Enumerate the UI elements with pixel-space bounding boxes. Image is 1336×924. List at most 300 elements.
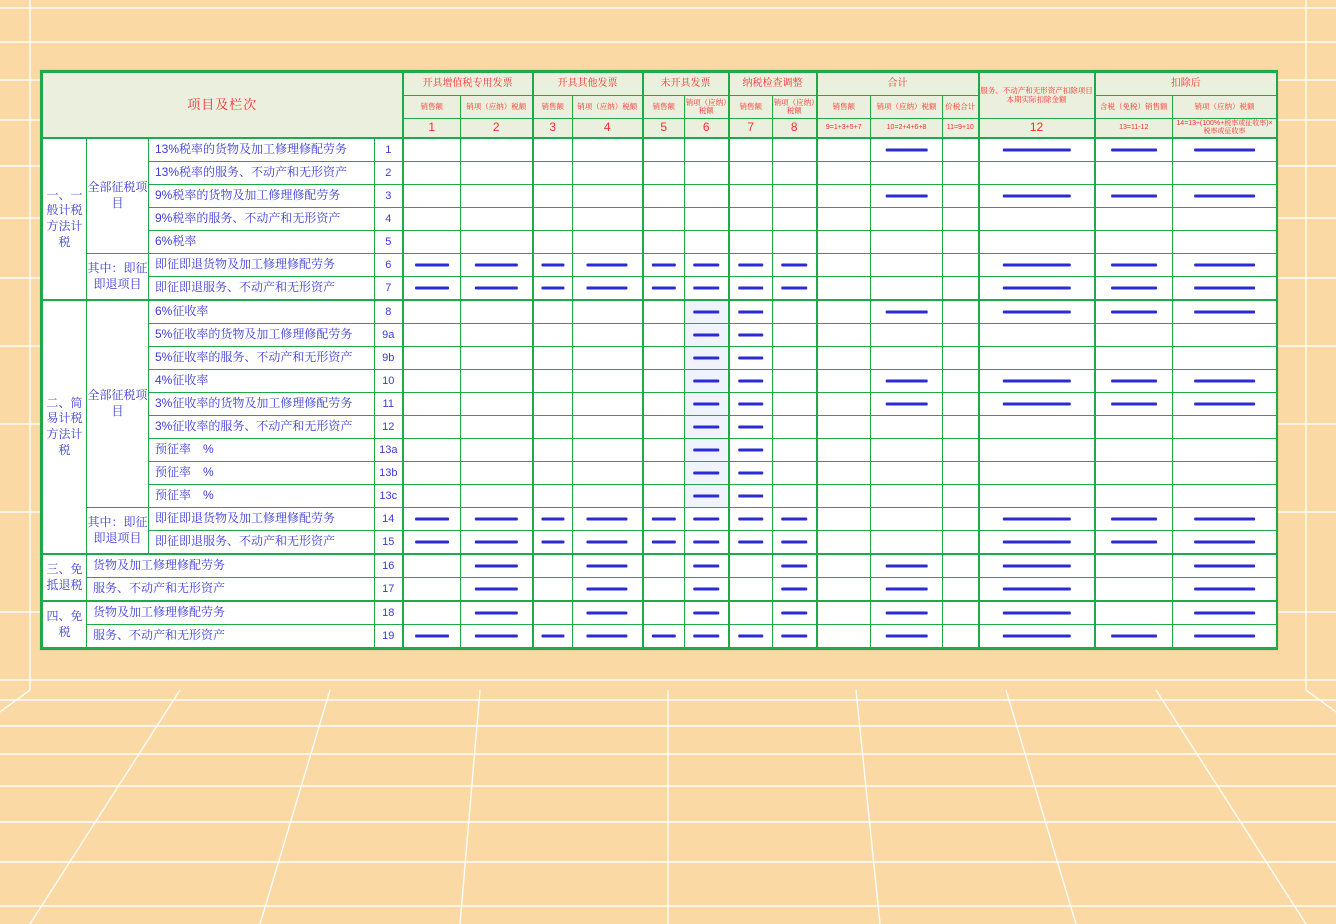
data-cell[interactable] (533, 508, 573, 531)
data-cell[interactable] (729, 162, 773, 185)
data-cell[interactable] (1095, 508, 1173, 531)
data-cell[interactable] (1173, 462, 1277, 485)
data-cell[interactable] (979, 439, 1095, 462)
data-cell[interactable] (817, 531, 871, 555)
data-cell[interactable] (1173, 277, 1277, 301)
data-cell[interactable] (573, 531, 643, 555)
data-cell[interactable] (533, 324, 573, 347)
data-cell[interactable] (403, 393, 461, 416)
data-cell[interactable] (871, 300, 943, 324)
data-cell[interactable] (871, 208, 943, 231)
data-cell[interactable] (871, 578, 943, 602)
data-cell[interactable] (573, 300, 643, 324)
data-cell[interactable] (533, 277, 573, 301)
data-cell[interactable] (685, 416, 729, 439)
data-cell[interactable] (729, 254, 773, 277)
data-cell[interactable] (773, 508, 817, 531)
data-cell[interactable] (871, 162, 943, 185)
data-cell[interactable] (1095, 277, 1173, 301)
data-cell[interactable] (643, 531, 685, 555)
data-cell[interactable] (729, 578, 773, 602)
data-cell[interactable] (1095, 601, 1173, 625)
data-cell[interactable] (461, 554, 533, 578)
data-cell[interactable] (1095, 138, 1173, 162)
data-cell[interactable] (943, 508, 979, 531)
data-cell[interactable] (573, 485, 643, 508)
data-cell[interactable] (403, 277, 461, 301)
data-cell[interactable] (685, 162, 729, 185)
data-cell[interactable] (643, 162, 685, 185)
data-cell[interactable] (403, 485, 461, 508)
data-cell[interactable] (643, 347, 685, 370)
data-cell[interactable] (817, 300, 871, 324)
data-cell[interactable] (1095, 324, 1173, 347)
data-cell[interactable] (773, 439, 817, 462)
data-cell[interactable] (943, 462, 979, 485)
data-cell[interactable] (943, 601, 979, 625)
data-cell[interactable] (643, 254, 685, 277)
data-cell[interactable] (871, 347, 943, 370)
data-cell[interactable] (533, 439, 573, 462)
data-cell[interactable] (1095, 370, 1173, 393)
data-cell[interactable] (643, 508, 685, 531)
data-cell[interactable] (403, 185, 461, 208)
data-cell[interactable] (871, 393, 943, 416)
data-cell[interactable] (979, 347, 1095, 370)
data-cell[interactable] (461, 393, 533, 416)
data-cell[interactable] (1095, 439, 1173, 462)
data-cell[interactable] (573, 416, 643, 439)
data-cell[interactable] (461, 254, 533, 277)
data-cell[interactable] (461, 300, 533, 324)
data-cell[interactable] (685, 439, 729, 462)
data-cell[interactable] (979, 300, 1095, 324)
data-cell[interactable] (773, 300, 817, 324)
data-cell[interactable] (817, 578, 871, 602)
data-cell[interactable] (1095, 185, 1173, 208)
data-cell[interactable] (685, 208, 729, 231)
data-cell[interactable] (533, 231, 573, 254)
data-cell[interactable] (643, 554, 685, 578)
data-cell[interactable] (729, 208, 773, 231)
data-cell[interactable] (1095, 254, 1173, 277)
data-cell[interactable] (979, 485, 1095, 508)
data-cell[interactable] (943, 138, 979, 162)
data-cell[interactable] (1173, 578, 1277, 602)
data-cell[interactable] (461, 324, 533, 347)
data-cell[interactable] (643, 393, 685, 416)
data-cell[interactable] (729, 462, 773, 485)
data-cell[interactable] (533, 485, 573, 508)
data-cell[interactable] (643, 439, 685, 462)
data-cell[interactable] (773, 208, 817, 231)
data-cell[interactable] (643, 138, 685, 162)
data-cell[interactable] (817, 277, 871, 301)
data-cell[interactable] (461, 231, 533, 254)
data-cell[interactable] (573, 578, 643, 602)
data-cell[interactable] (1173, 138, 1277, 162)
data-cell[interactable] (1095, 625, 1173, 648)
data-cell[interactable] (533, 416, 573, 439)
data-cell[interactable] (773, 231, 817, 254)
data-cell[interactable] (643, 416, 685, 439)
data-cell[interactable] (979, 162, 1095, 185)
data-cell[interactable] (1173, 324, 1277, 347)
data-cell[interactable] (403, 208, 461, 231)
data-cell[interactable] (871, 324, 943, 347)
data-cell[interactable] (729, 554, 773, 578)
data-cell[interactable] (403, 254, 461, 277)
data-cell[interactable] (943, 625, 979, 648)
data-cell[interactable] (979, 531, 1095, 555)
data-cell[interactable] (943, 208, 979, 231)
data-cell[interactable] (573, 625, 643, 648)
data-cell[interactable] (729, 485, 773, 508)
data-cell[interactable] (1173, 625, 1277, 648)
data-cell[interactable] (403, 370, 461, 393)
data-cell[interactable] (643, 231, 685, 254)
data-cell[interactable] (533, 185, 573, 208)
data-cell[interactable] (943, 485, 979, 508)
data-cell[interactable] (871, 185, 943, 208)
data-cell[interactable] (943, 347, 979, 370)
data-cell[interactable] (729, 370, 773, 393)
data-cell[interactable] (773, 185, 817, 208)
data-cell[interactable] (817, 185, 871, 208)
data-cell[interactable] (871, 508, 943, 531)
data-cell[interactable] (817, 625, 871, 648)
data-cell[interactable] (403, 347, 461, 370)
data-cell[interactable] (403, 138, 461, 162)
data-cell[interactable] (533, 138, 573, 162)
data-cell[interactable] (685, 578, 729, 602)
data-cell[interactable] (773, 462, 817, 485)
data-cell[interactable] (1173, 601, 1277, 625)
data-cell[interactable] (1095, 462, 1173, 485)
data-cell[interactable] (1173, 300, 1277, 324)
data-cell[interactable] (461, 578, 533, 602)
data-cell[interactable] (817, 347, 871, 370)
data-cell[interactable] (1173, 185, 1277, 208)
data-cell[interactable] (979, 254, 1095, 277)
data-cell[interactable] (729, 277, 773, 301)
data-cell[interactable] (943, 185, 979, 208)
data-cell[interactable] (461, 208, 533, 231)
data-cell[interactable] (573, 601, 643, 625)
data-cell[interactable] (403, 231, 461, 254)
data-cell[interactable] (685, 300, 729, 324)
data-cell[interactable] (533, 601, 573, 625)
data-cell[interactable] (871, 254, 943, 277)
data-cell[interactable] (403, 300, 461, 324)
data-cell[interactable] (729, 138, 773, 162)
data-cell[interactable] (729, 416, 773, 439)
data-cell[interactable] (461, 531, 533, 555)
data-cell[interactable] (773, 531, 817, 555)
data-cell[interactable] (685, 138, 729, 162)
data-cell[interactable] (979, 208, 1095, 231)
data-cell[interactable] (979, 185, 1095, 208)
data-cell[interactable] (461, 416, 533, 439)
data-cell[interactable] (685, 625, 729, 648)
data-cell[interactable] (871, 485, 943, 508)
data-cell[interactable] (871, 370, 943, 393)
data-cell[interactable] (533, 578, 573, 602)
data-cell[interactable] (685, 393, 729, 416)
data-cell[interactable] (773, 601, 817, 625)
data-cell[interactable] (1173, 508, 1277, 531)
data-cell[interactable] (685, 185, 729, 208)
data-cell[interactable] (943, 554, 979, 578)
data-cell[interactable] (573, 162, 643, 185)
data-cell[interactable] (871, 277, 943, 301)
data-cell[interactable] (403, 462, 461, 485)
data-cell[interactable] (1173, 531, 1277, 555)
data-cell[interactable] (729, 531, 773, 555)
data-cell[interactable] (643, 185, 685, 208)
data-cell[interactable] (817, 254, 871, 277)
data-cell[interactable] (573, 439, 643, 462)
data-cell[interactable] (461, 347, 533, 370)
data-cell[interactable] (979, 370, 1095, 393)
data-cell[interactable] (643, 277, 685, 301)
data-cell[interactable] (533, 462, 573, 485)
data-cell[interactable] (773, 625, 817, 648)
data-cell[interactable] (461, 185, 533, 208)
data-cell[interactable] (403, 162, 461, 185)
data-cell[interactable] (729, 393, 773, 416)
data-cell[interactable] (943, 531, 979, 555)
data-cell[interactable] (573, 393, 643, 416)
data-cell[interactable] (817, 324, 871, 347)
data-cell[interactable] (685, 462, 729, 485)
data-cell[interactable] (1173, 485, 1277, 508)
data-cell[interactable] (817, 601, 871, 625)
data-cell[interactable] (573, 254, 643, 277)
data-cell[interactable] (1173, 554, 1277, 578)
data-cell[interactable] (943, 439, 979, 462)
data-cell[interactable] (817, 554, 871, 578)
data-cell[interactable] (979, 508, 1095, 531)
data-cell[interactable] (773, 324, 817, 347)
data-cell[interactable] (533, 162, 573, 185)
data-cell[interactable] (573, 508, 643, 531)
data-cell[interactable] (461, 601, 533, 625)
data-cell[interactable] (943, 416, 979, 439)
data-cell[interactable] (685, 231, 729, 254)
data-cell[interactable] (979, 625, 1095, 648)
data-cell[interactable] (1095, 393, 1173, 416)
data-cell[interactable] (403, 324, 461, 347)
data-cell[interactable] (817, 462, 871, 485)
data-cell[interactable] (943, 277, 979, 301)
data-cell[interactable] (573, 554, 643, 578)
data-cell[interactable] (1095, 208, 1173, 231)
data-cell[interactable] (403, 625, 461, 648)
data-cell[interactable] (943, 370, 979, 393)
data-cell[interactable] (533, 393, 573, 416)
data-cell[interactable] (773, 416, 817, 439)
data-cell[interactable] (573, 462, 643, 485)
data-cell[interactable] (403, 578, 461, 602)
data-cell[interactable] (773, 254, 817, 277)
data-cell[interactable] (871, 416, 943, 439)
data-cell[interactable] (773, 347, 817, 370)
data-cell[interactable] (817, 439, 871, 462)
data-cell[interactable] (643, 300, 685, 324)
data-cell[interactable] (461, 625, 533, 648)
data-cell[interactable] (1173, 439, 1277, 462)
data-cell[interactable] (943, 162, 979, 185)
data-cell[interactable] (729, 439, 773, 462)
data-cell[interactable] (1095, 231, 1173, 254)
data-cell[interactable] (817, 508, 871, 531)
data-cell[interactable] (643, 625, 685, 648)
data-cell[interactable] (643, 578, 685, 602)
data-cell[interactable] (817, 370, 871, 393)
data-cell[interactable] (871, 439, 943, 462)
data-cell[interactable] (403, 601, 461, 625)
data-cell[interactable] (943, 393, 979, 416)
data-cell[interactable] (643, 208, 685, 231)
data-cell[interactable] (871, 462, 943, 485)
data-cell[interactable] (461, 462, 533, 485)
data-cell[interactable] (817, 162, 871, 185)
data-cell[interactable] (461, 162, 533, 185)
data-cell[interactable] (461, 277, 533, 301)
data-cell[interactable] (871, 138, 943, 162)
data-cell[interactable] (403, 531, 461, 555)
data-cell[interactable] (685, 347, 729, 370)
data-cell[interactable] (403, 439, 461, 462)
data-cell[interactable] (533, 254, 573, 277)
data-cell[interactable] (643, 601, 685, 625)
data-cell[interactable] (871, 554, 943, 578)
data-cell[interactable] (871, 625, 943, 648)
data-cell[interactable] (979, 393, 1095, 416)
data-cell[interactable] (979, 231, 1095, 254)
data-cell[interactable] (1173, 370, 1277, 393)
data-cell[interactable] (1173, 416, 1277, 439)
data-cell[interactable] (773, 138, 817, 162)
data-cell[interactable] (1095, 300, 1173, 324)
data-cell[interactable] (643, 324, 685, 347)
data-cell[interactable] (817, 416, 871, 439)
data-cell[interactable] (461, 439, 533, 462)
data-cell[interactable] (979, 324, 1095, 347)
data-cell[interactable] (685, 277, 729, 301)
data-cell[interactable] (573, 231, 643, 254)
data-cell[interactable] (871, 231, 943, 254)
data-cell[interactable] (979, 462, 1095, 485)
data-cell[interactable] (773, 554, 817, 578)
data-cell[interactable] (1173, 347, 1277, 370)
data-cell[interactable] (533, 531, 573, 555)
data-cell[interactable] (729, 231, 773, 254)
data-cell[interactable] (773, 162, 817, 185)
data-cell[interactable] (773, 485, 817, 508)
data-cell[interactable] (817, 138, 871, 162)
data-cell[interactable] (643, 370, 685, 393)
data-cell[interactable] (729, 625, 773, 648)
data-cell[interactable] (943, 578, 979, 602)
data-cell[interactable] (573, 370, 643, 393)
data-cell[interactable] (979, 554, 1095, 578)
data-cell[interactable] (817, 208, 871, 231)
data-cell[interactable] (729, 508, 773, 531)
data-cell[interactable] (573, 208, 643, 231)
data-cell[interactable] (773, 393, 817, 416)
data-cell[interactable] (533, 370, 573, 393)
data-cell[interactable] (817, 485, 871, 508)
data-cell[interactable] (871, 531, 943, 555)
data-cell[interactable] (1095, 578, 1173, 602)
data-cell[interactable] (685, 531, 729, 555)
data-cell[interactable] (573, 347, 643, 370)
data-cell[interactable] (461, 485, 533, 508)
data-cell[interactable] (1095, 485, 1173, 508)
data-cell[interactable] (979, 578, 1095, 602)
data-cell[interactable] (461, 370, 533, 393)
data-cell[interactable] (729, 601, 773, 625)
data-cell[interactable] (573, 277, 643, 301)
data-cell[interactable] (1095, 347, 1173, 370)
data-cell[interactable] (685, 370, 729, 393)
data-cell[interactable] (573, 138, 643, 162)
data-cell[interactable] (1173, 162, 1277, 185)
data-cell[interactable] (773, 370, 817, 393)
data-cell[interactable] (1095, 416, 1173, 439)
data-cell[interactable] (943, 300, 979, 324)
data-cell[interactable] (1095, 554, 1173, 578)
data-cell[interactable] (979, 277, 1095, 301)
data-cell[interactable] (643, 462, 685, 485)
data-cell[interactable] (943, 254, 979, 277)
data-cell[interactable] (1095, 162, 1173, 185)
data-cell[interactable] (685, 324, 729, 347)
data-cell[interactable] (979, 138, 1095, 162)
data-cell[interactable] (573, 324, 643, 347)
data-cell[interactable] (685, 554, 729, 578)
data-cell[interactable] (403, 508, 461, 531)
data-cell[interactable] (1173, 208, 1277, 231)
data-cell[interactable] (403, 416, 461, 439)
data-cell[interactable] (1095, 531, 1173, 555)
data-cell[interactable] (943, 324, 979, 347)
data-cell[interactable] (685, 601, 729, 625)
data-cell[interactable] (461, 508, 533, 531)
data-cell[interactable] (729, 347, 773, 370)
data-cell[interactable] (461, 138, 533, 162)
data-cell[interactable] (773, 277, 817, 301)
data-cell[interactable] (685, 508, 729, 531)
data-cell[interactable] (643, 485, 685, 508)
data-cell[interactable] (817, 231, 871, 254)
data-cell[interactable] (729, 185, 773, 208)
data-cell[interactable] (573, 185, 643, 208)
data-cell[interactable] (533, 554, 573, 578)
data-cell[interactable] (685, 254, 729, 277)
data-cell[interactable] (773, 578, 817, 602)
data-cell[interactable] (871, 601, 943, 625)
data-cell[interactable] (979, 601, 1095, 625)
data-cell[interactable] (979, 416, 1095, 439)
data-cell[interactable] (943, 231, 979, 254)
data-cell[interactable] (729, 300, 773, 324)
data-cell[interactable] (533, 625, 573, 648)
data-cell[interactable] (533, 347, 573, 370)
data-cell[interactable] (403, 554, 461, 578)
